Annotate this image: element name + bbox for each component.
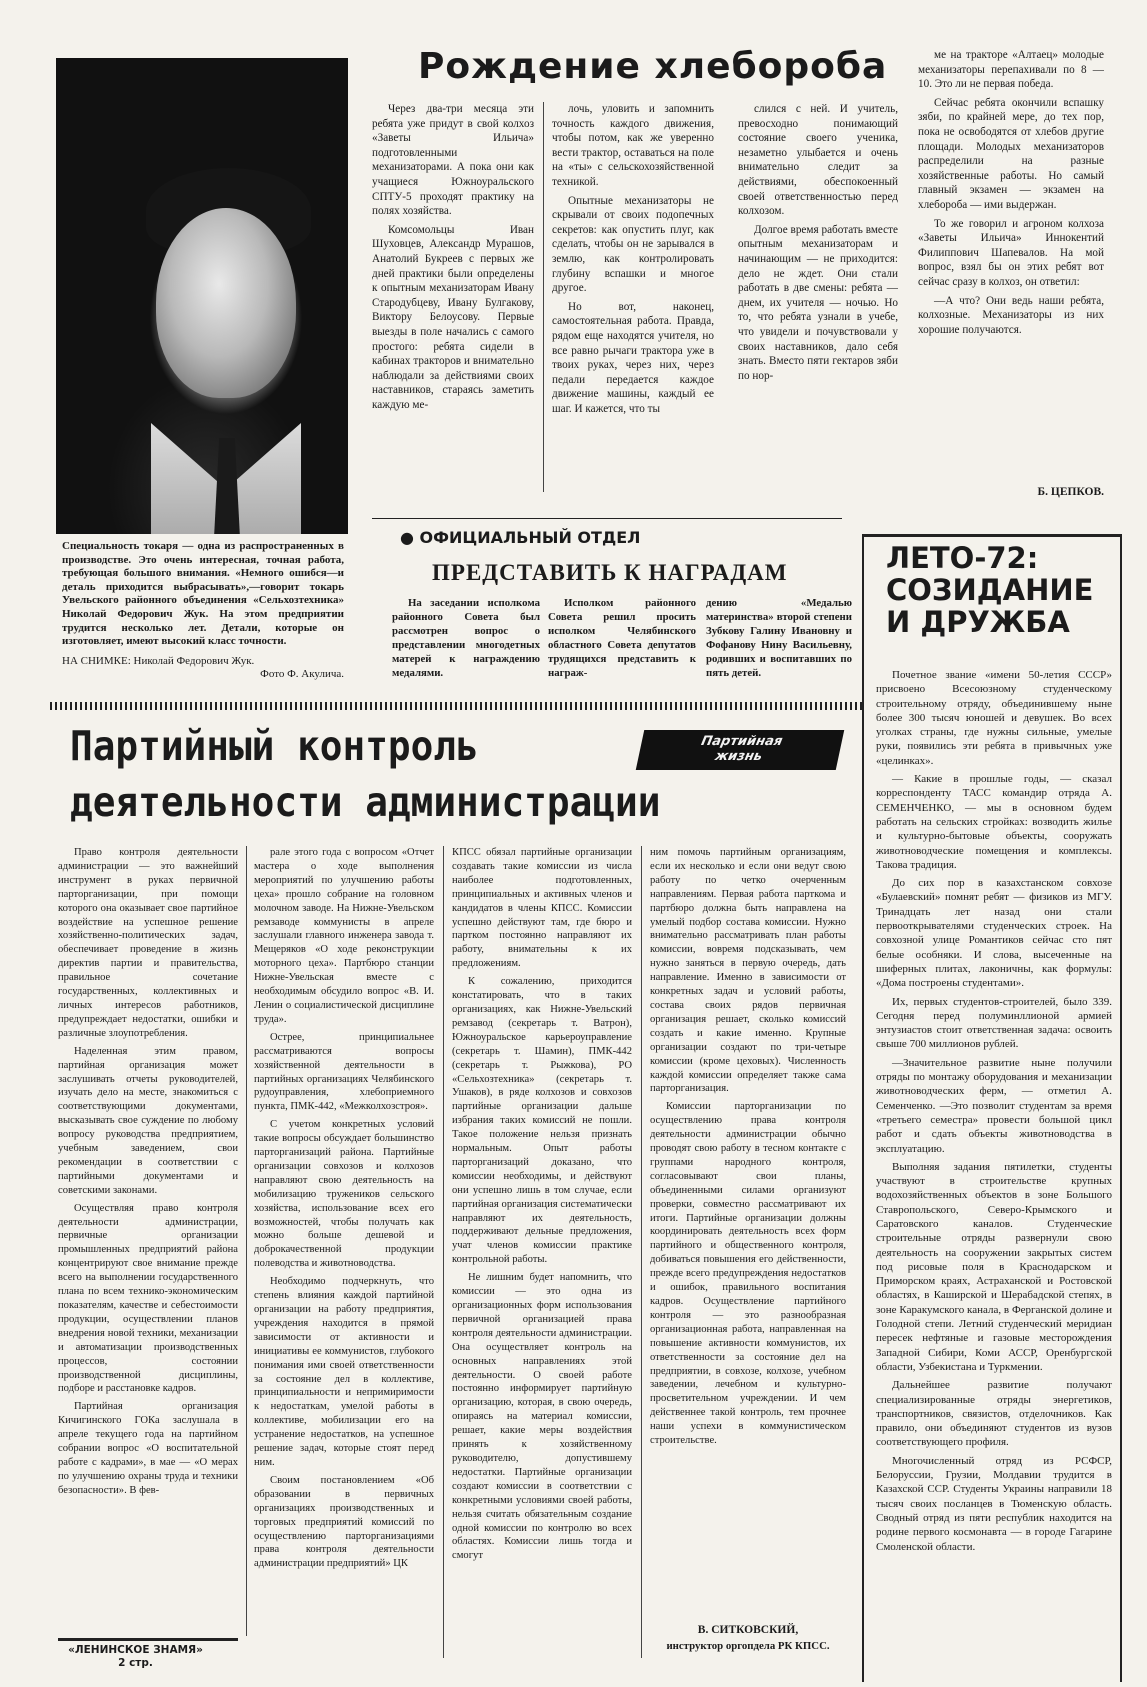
khleborob-col3-p2: Долгое время работать вместе опытным механизаторам и начинающим — не приходится: дело не ждет. Они стали работать в две смены: ребята — днем, их учителя — ночью. Но то, что ребята узнали в учебе, что увидели и почувствовали у своих наставников, дало себя знать. Вместо пяти гектаров зяби по нор- <box>738 223 898 382</box>
footer-rule <box>58 1638 238 1641</box>
khleborob-col-2 <box>552 102 714 500</box>
khleborob-divider-1 <box>543 102 544 492</box>
leto-p3: До сих пор в казахстанском совхозе «Булаевский» помнят ребят — физиков из МГУ. Тринадцать лет назад они стали первооткрывателями студенческих строек. На совхозной улице Романтиков сейчас сто пят белые особняки. И слова, высеченные на шиферных плитах, лаконичны, как формулы: «Дома построены студентами». <box>876 877 1112 990</box>
khleborob-col4-p1: ме на тракторе «Алтаец» молодые механизаторы перепахивали по 8 — 10. Это ли не первая победа. <box>918 49 1104 91</box>
party-headline-line1: Партийный контроль <box>70 722 479 770</box>
khleborob-col4-p4: —А что? Они ведь наши ребята, колхозные. Механизаторы из них хорошие получаются. <box>918 294 1104 336</box>
leto-p5: —Значительное развитие ныне получили отряды по монтажу оборудования и механизации животноводческих ферм, — отметил А. Семенченко. —Это позволит студентам за время «третьего семестра» провести большой цикл работ и сдать объекты животноводства в эксплуатацию. <box>876 1056 1112 1155</box>
leto-p6: Выполняя задания пятилетки, студенты участвуют в строительстве крупных водохозяйственных объектов в зоне Большого Ставропольского, Северо-Крымского и Саратовского каналов. Студенческие строительные отряды развернули свою деятельность на сооружении закрытых систем под рисовые поля в Краснодарском и Приморском краях, Астраханской и Ростовской областях, в Каширской и Шерабадской степях, в зоне Каракумского канала, в Ферганской долине и Голодной степи. Летний студенческий меридиан пересек нефтяные и газовые месторождения Западной Сибири, Коми АССР, Оренбургской области, Узбекистана и Туркмении. <box>876 1160 1112 1373</box>
headline-khleborob: Рождение хлебороба <box>418 46 888 87</box>
party-col-2 <box>254 846 434 1658</box>
official-col-3 <box>706 596 852 694</box>
leto-p2: — Какие в прошлые годы, — сказал корреспонденту ТАСС командир отряда А. СЕМЕНЧЕНКО, — мы в основном будем работать на сельских стройках: возводить жилье и культурно-бытовые объекты, сооружать животноводческие помещения и комплексы. Такова традиция. <box>876 773 1112 871</box>
official-headline: ПРЕДСТАВИТЬ К НАГРАДАМ <box>432 560 788 585</box>
official-col-1 <box>392 596 540 694</box>
party-col1-p2: Наделенная этим правом, партийная организация может заслушивать отчеты руководителей, изучать дело на месте, знакомиться с соответствующими документами, высказывать свое суждение по любому вопросу руководства предприятием, учебным заведением, свои рекомендации в соответствии с партийными документами и советскими законами. <box>58 1045 238 1196</box>
khleborob-col-1 <box>372 102 534 500</box>
khleborob-col4-p2: Сейчас ребята окончили вспашку зяби, по крайней мере, до тех пор, пока не освободятся от хлебов другие площади. Молодых механизаторов распределили на разные хозяйственные работы. Но самый главный экзамен — экзамен на хлебороба — ими выдержан. <box>918 96 1104 211</box>
party-col-4 <box>650 846 846 1616</box>
photo-caption <box>62 540 344 682</box>
party-col2-p2: Острее, принципиальнее рассматриваются вопросы хозяйственной деятельности в партийных организациях Челябинского рудоуправления, хлебоприемного пункта, ПМК-442, «Межколхозстроя». <box>254 1031 434 1113</box>
khleborob-signature: Б. ЦЕПКОВ. <box>1037 486 1104 498</box>
party-col3-p3: Не лишним будет напомнить, что комиссии — это одна из организационных форм использования первичной организацией права контроля деятельности администрации. Она осуществляет контроль на основных направлениях этой деятельности. О своей работе постоянно информирует партийную организацию, которая, в свою очередь, опираясь на материал комиссии, решает, какие меры воздействия принять к хозяйственному руководителю, допустившему недостатки. Партийные организации создают комиссии в соответствии с конкретными условиями своей работы, нельзя считать обязательным создание одной комиссии по контролю во всех областях. Комиссии лишь тогда и смогут <box>452 1272 632 1562</box>
official-kicker: ● ОФИЦИАЛЬНЫЙ ОТДЕЛ <box>400 528 641 547</box>
leto-p8: Многочисленный отряд из РСФСР, Белоруссии, Грузии, Молдавии трудится в Казахской ССР. Студенты Украины направили 18 тысяч своих посланцев в Тюменскую область. Сводный отряд из пяти республик находится на родине первого космонавта — в городе Гагарине Смоленской области. <box>876 1454 1112 1553</box>
party-col2-p4: Необходимо подчеркнуть, что степень влияния каждой партийной организации на работу предприятия, учреждения находится в прямой зависимости от активности и инициативы ее коммунистов, глубокого понимания ими своей ответственности за состояние дел в коллективе, принципиальности и непримиримости к недостаткам, умелой работы в коллективе, мобилизации его на устранение недостатков, на успешное решение задач, которые стоят перед ним. <box>254 1276 434 1468</box>
official-col3-p1: дению «Медалью материнства» второй степени Зубкову Галину Ивановну и Фофанову Нину Васильевну, родивших и воспитавших по пять детей. <box>706 597 852 679</box>
party-signature-role: инструктор оргопдела РК КПСС. <box>666 1640 830 1652</box>
khleborob-col-3 <box>738 102 898 500</box>
party-life-badge-line1: Партийная <box>699 734 784 749</box>
footer-ref <box>58 1644 213 1670</box>
khleborob-col3-p1: слился с ней. И учитель, превосходно понимающий состояние своего ученика, незаметно улыбается и очень внимательно следит за действиями, обеспокоенный своей ответственностью перед колхозом. <box>738 103 898 218</box>
party-col3-p1: КПСС обязал партийные организации создавать такие комиссии из числа наиболее подготовленных, принципиальных и активных членов и кандидатов в члены КПСС. Комиссии успешно действуют там, где бюро и партком постоянно направляют их работу, внимательны к их предложениям. <box>452 847 632 970</box>
footer-paper-name: «ЛЕНИНСКОЕ ЗНАМЯ» <box>68 1644 203 1656</box>
official-top-rule <box>372 518 842 519</box>
separator-dashes <box>50 702 862 710</box>
official-col1-p1: На заседании исполкома районного Совета был рассмотрен вопрос о представлении многодетных матерей к награждению медалями. <box>392 597 540 679</box>
official-col2-p1: Исполком районного Совета решил просить исполком Челябинского областного Совета депутатов трудящихся представить к награж- <box>548 597 696 679</box>
party-col2-p3: С учетом конкретных условий такие вопросы обсуждает большинство парторганизаций района. Партийные организации совхозов и колхозов направляют свою деятельность на мобилизацию тружеников сельского хозяйства, использование всех его возможностей, чтобы получать как можно больше дешевой и доброкачественной продукции полеводства и животноводства. <box>254 1119 434 1270</box>
khleborob-col2-p3: Но вот, наконец, самостоятельная работа. Правда, рядом еще находятся учителя, но все равно рычаги трактора уже в твоих руках, через них, через педали передается каждое движение машины, каждый ее шаг. И кажется, что ты <box>552 300 714 415</box>
party-col1-p4: Партийная организация Кичигинского ГОКа заслушала в апреле текущего года на партийном собрании вопрос «О воспитательной работе с кадрами», в мае — «О мерах по улучшению охраны труда и техники безопасности». В фев- <box>58 1401 238 1496</box>
khleborob-col1-p1: Через два-три месяца эти ребята уже придут в свой колхоз «Заветы Ильича» подготовленными механизаторами. А пока они как учащиеся Южноуральского СПТУ-5 проходят практику на полях хозяйства. <box>372 103 534 218</box>
party-col1-p1: Право контроля деятельности администрации — это важнейший инструмент в руках первичной парторганизации, при помощи которого она оказывает свое партийное воздействие на успешное решение хозяйственно-политических задач, обеспечивает проведение в жизнь директив партии и правительства, правильное сочетание государственных, коллективных и личных интересов работников, предупреждает недостатки, ошибки и различные злоупотребления. <box>58 847 238 1039</box>
khleborob-col4-p3: То же говорил и агроном колхоза «Заветы Ильича» Иннокентий Филиппович Шапевалов. На мой вопрос, взял бы он этих ребят вот сейчас сразу в колхоз, он ответил: <box>918 217 1104 288</box>
party-col2-p1: рале этого года с вопросом «Отчет мастера о ходе выполнения мероприятий по улучшению работы цеха» прошло собрание на головном молочном заводе. На Нижне-Увельском ремзаводе коммунисты в апреле заслушали главного инженера завода т. Мещеряков «О ходе реконструкции моторного цеха». Партбюро станции Нижне-Увельская вместе с необходимым обсудило вопрос «В. И. Ленин о социалистической дисциплине труда». <box>254 847 434 1025</box>
party-divider-3 <box>641 846 642 1658</box>
khleborob-col2-p2: Опытные механизаторы не скрывали от своих подопечных секретов: как опустить плуг, как сделать, чтобы он не зарывался в землю, как контролировать глубину вспашки и многое другое. <box>552 194 714 295</box>
party-divider-2 <box>443 846 444 1658</box>
party-headline-line2: деятельности администрации <box>70 778 661 826</box>
photo-tie <box>214 438 240 534</box>
leto-p4: Их, первых студентов-строителей, было 339. Сегодня перед полуминллионой армией энтузиастов стоит ответственная задача: освоить свыше 700 миллионов рублей. <box>876 995 1112 1051</box>
photo-turner <box>56 58 348 534</box>
party-col2-p5: Своим постановлением «Об образовании в первичных организациях производственных и торговых предприятий комиссий по осуществлению парторганизациями права контроля деятельности администрации предприятий» ЦК <box>254 1474 434 1570</box>
leto-body <box>876 668 1112 1676</box>
party-divider-1 <box>246 846 247 1636</box>
party-life-badge <box>636 730 845 770</box>
photo-credit: Фото Ф. Акулича. <box>260 668 344 681</box>
party-col4-p1: ним помочь партийным организациям, если их несколько и если они ведут свою работу по четко очерченным направлениям. Первая работа парткома и партбюро должна быть направлена на умелый подбор состава комиссии. Нужно внимательно рассматривать план работы комиссии, вовремя подсказывать, чем нужно заняться в первую очередь, дать направление. Именно в зависимости от конкретных задач и условий работы, состава своих рядов первичная организация решает, сколько комиссий создать и какие именно. Крупные организации создают по три-четыре комиссии (кроме цеховых). Численность каждой комиссии определяет также сама парторганизация. <box>650 847 846 1095</box>
footer-page-number: 2 стр. <box>118 1657 153 1669</box>
party-signature: В. СИТКОВСКИЙ, <box>697 1624 799 1636</box>
khleborob-col-4 <box>918 48 1104 488</box>
leto-p1: Почетное звание «имени 50-летия СССР» присвоено Всесоюзному студенческому строительному отряду, объединившему ныне более 300 тысяч юношей и девушек. Во всех уголках страны, где нужны сильные, умелые руки, появились эти ребята в привычных уже «целинках». <box>876 669 1112 767</box>
party-col-3 <box>452 846 632 1658</box>
party-col-1 <box>58 846 238 1636</box>
party-col1-p3: Осуществляя право контроля деятельности администрации, первичные организации промышленных предприятий района концентрируют свое внимание прежде всего на выполнении государственного плана по всем технико-экономическим показателям, качестве и себестоимости продукции, осуществлении планов внедрения новой техники, механизации и автоматизации производственных процессов, состоянии производственной дисциплины, подборе и расстановке кадров. <box>58 1202 238 1395</box>
khleborob-col2-p1: лочь, уловить и запомнить точность каждого движения, чтобы потом, как же уверенно вести трактор, оставаться на поле на «ты» с сельскохозяйственной техникой. <box>552 103 714 188</box>
leto-p7: Дальнейшее развитие получают специализированные отряды энергетиков, транспортников, связистов, отделочников. Как правило, они объединяют студентов из вузов соответствующего профиля. <box>876 1379 1112 1449</box>
photo-face <box>156 208 296 398</box>
khleborob-col1-p2: Комсомольцы Иван Шуховцев, Александр Мурашов, Анатолий Букреев с первых же дней практики были определены к опытным механизаторам Ивану Стародубцеву, Ивану Булгакову, Виктору Белоусову. Первые выезды в поле начались с самого простого: ребята сидели в кабинах тракторов и внимательно наблюдали за действиями своих наставников, стараясь заметить каждую ме- <box>372 223 534 411</box>
party-col3-p2: К сожалению, приходится констатировать, что в таких организациях, как Нижне-Увельский ремзавод (секретарь т. Ватрон), Южноуральское карьероуправление (секретарь т. Шамин), ПМК-442 (секретарь т. Рыжкова), РО «Сельхозтехника» (секретарь т. Ушаков), в ряде колхозов и совхозов партийные организации дальше избрания таких комиссий не пошли. Такое положение нельзя признать нормальным. Опыт работы парторганизаций доказано, что комиссии необходимы, и действуют они успешно лишь в том случае, если партийная организация систематически направляют их деятельность, поддерживают дельные предложения, учат членов комиссии практике контрольной работы. <box>452 976 632 1266</box>
leto-headline: ЛЕТО-72: СОЗИДАНИЕ И ДРУЖБА <box>886 541 1094 639</box>
party-life-badge-line2: жизнь <box>713 749 764 764</box>
photo-caption-na-snimke: НА СНИМКЕ: Николай Федорович Жук. <box>62 654 255 667</box>
official-col-2 <box>548 596 696 694</box>
party-col4-p2: Комиссии парторганизации по осуществлению права контроля деятельности администрации обычно проводят свою работу в тесном контакте с группами народного контроля, согласовывают свои планы, объединенными силами организуют проверки, совместно рассматривают их итоги. Партийные организации должны координировать деятельность всех форм партийного и общественного контроля, добиваться повышения его действенности, прежде всего предупреждения недостатков и ошибок, правильного воспитания кадров. Осуществление партийного контроля — это разнообразная организационная работа, направленная на повышение активности коммунистов, их ответственности за состояние дел на предприятии, в совхозе, колхозе, учебном заведении, лечебном и культурно-просветительном учреждении. И чем действеннее такой контроль, тем прочнее наши успехи в коммунистическом строительстве. <box>650 1101 846 1447</box>
photo-caption-text: Специальность токаря — одна из распространенных в производстве. Это очень интересная, точная работа, требующая большого внимания. «Немного ошибся—и деталь приходится выбрасывать»,—говорит токарь Увельского районного объединения «Сельхозтехника» Николай Федорович Жук. На этом предприятии трудится несколько лет. Детали, которые он изготовляет, имеют высокий класс точности. <box>62 540 344 648</box>
